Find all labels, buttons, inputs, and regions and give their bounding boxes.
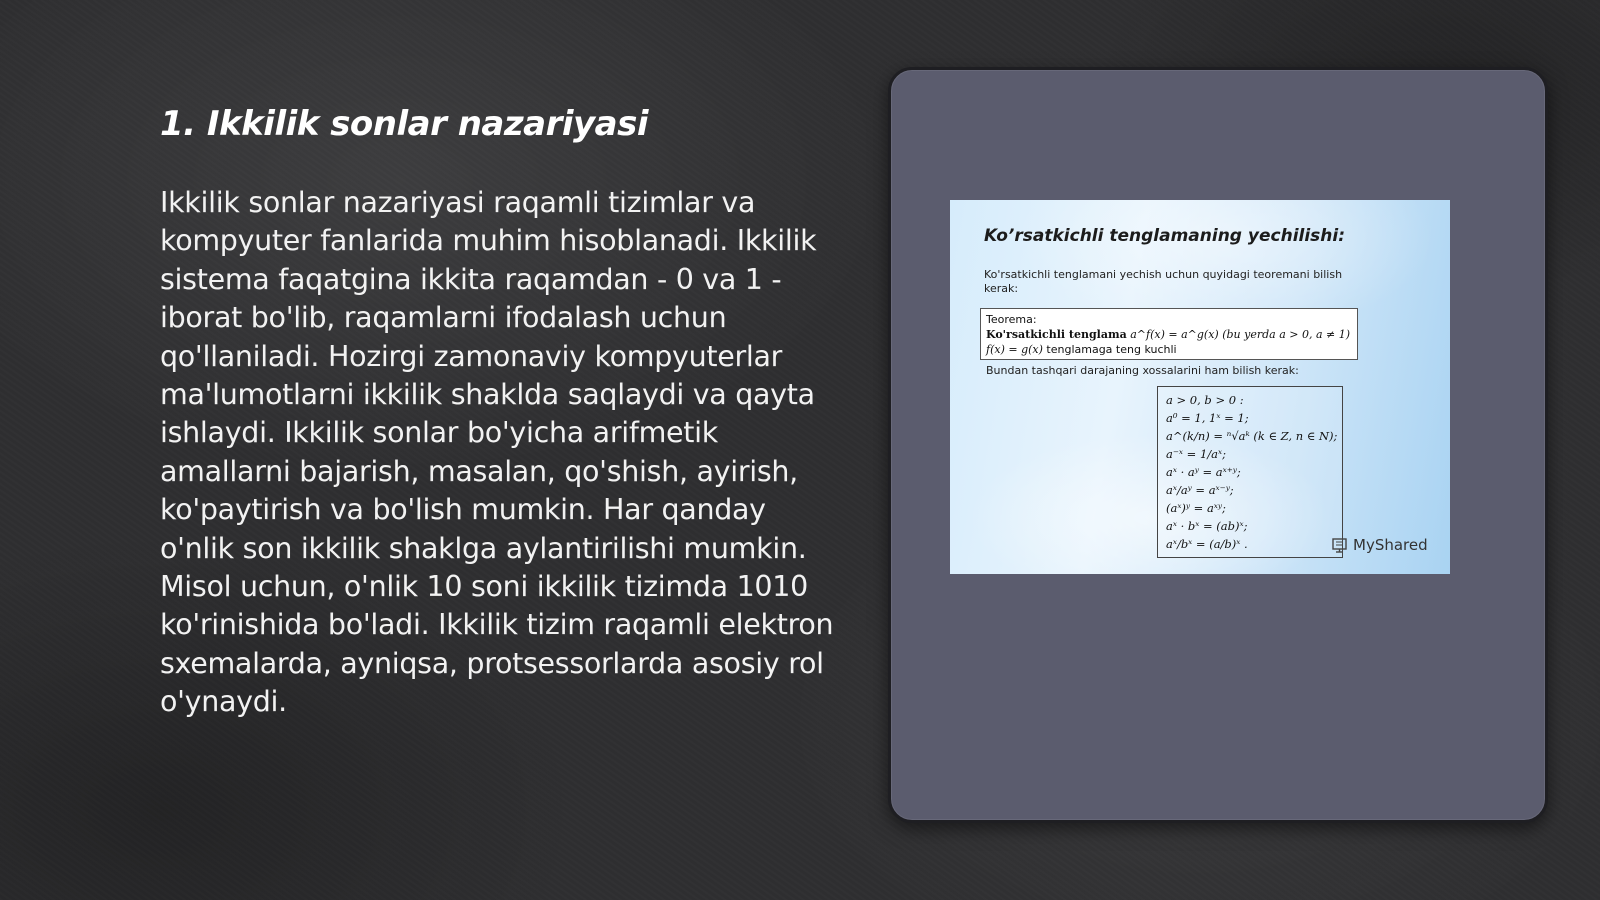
embedded-slide-image [950,200,1450,574]
property-line: a⁰ = 1, 1ˣ = 1; [1166,411,1249,425]
myshared-logo-icon [1331,536,1349,554]
watermark [1331,536,1428,554]
watermark-text: MyShared [1353,536,1428,554]
property-line: a⁻ˣ = 1/aˣ; [1166,447,1226,461]
property-line: aˣ · bˣ = (ab)ˣ; [1166,519,1248,533]
property-line: a > 0, b > 0 : [1166,393,1244,407]
theorem-formula: a^f(x) = a^g(x) [1130,328,1219,341]
theorem-condition: (bu yerda a > 0, a ≠ 1) [1222,328,1351,341]
property-line: aˣ/bˣ = (a/b)ˣ . [1166,537,1248,551]
theorem-statement: Ko'rsatkichli tenglama [986,328,1127,341]
embedded-intro: Ko'rsatkichli tenglamani yechish uchun quyidagi teoremani bilish kerak: [984,268,1343,295]
embedded-extra-text: Bundan tashqari darajaning xossalarini ham bilish kerak: [986,364,1299,377]
theorem-box [980,308,1358,360]
theorem-equivalent: f(x) = g(x) [986,343,1043,356]
property-line: aˣ/aʸ = aˣ⁻ʸ; [1166,483,1234,497]
property-line: a^(k/n) = ⁿ√aᵏ (k ∈ Z, n ∈ N); [1166,429,1338,443]
theorem-label: Teorema: [986,313,1037,326]
slide-body-text: Ikkilik sonlar nazariyasi raqamli tizimlar va kompyuter fanlarida muhim hisoblanadi. Ikkilik sistema faqatgina ikkita raqamdan - 0 va 1 - iborat bo'lib, raqamlarni ifodalash uchun qo'llaniladi. Hozirgi zamonaviy kompyuterlar ma'lumotlarni ikkilik shaklda saqlaydi va qayta ishlaydi. Ikkilik sonlar bo'yicha arifmetik amallarni bajarish, masalan, qo'shish, ayirish, ko'paytirish va bo'lish mumkin. Har qanday o'nlik son ikkilik shaklga aylantirilishi mumkin. Misol uchun, o'nlik 10 soni ikkilik tizimda 1010 ko'rinishida bo'ladi. Ikkilik tizim raqamli elektron sxemalarda, ayniqsa, protsessorlarda asosiy rol o'ynaydi. [160,186,834,719]
property-line: (aˣ)ʸ = aˣʸ; [1166,501,1226,515]
slide-title: 1. Ikkilik sonlar nazariyasi [160,104,648,144]
properties-box [1157,386,1343,558]
property-line: aˣ · aʸ = aˣ⁺ʸ; [1166,465,1241,479]
theorem-equivalent-text: tenglamaga teng kuchli [1046,343,1177,356]
embedded-title: Ko’rsatkichli tenglamaning yechilishi: [984,226,1346,246]
